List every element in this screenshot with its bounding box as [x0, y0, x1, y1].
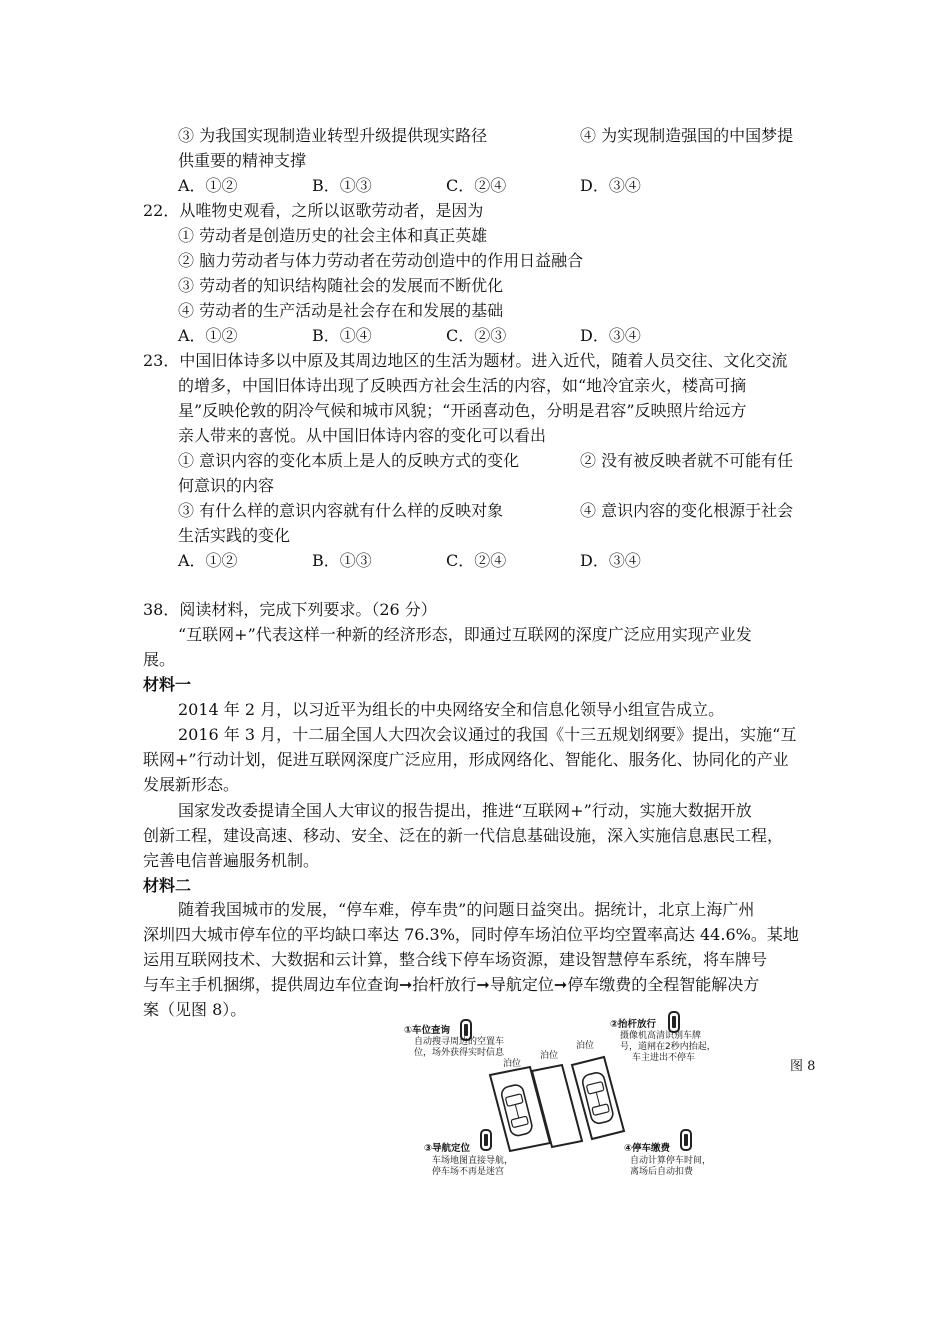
material-1-para-2-line-1: 2016 年 3 月，十二届全国人大四次会议通过的我国《十三五规划纲要》提出，实施“互 — [178, 725, 797, 744]
q21-option-4-continued: 供重要的精神支撑 — [178, 151, 307, 170]
step-3-desc-line-2: 停车场不再是迷宫 — [432, 1167, 505, 1177]
material-2-line-5: 案（见图 8）。 — [143, 1000, 247, 1019]
step-4-desc-line-2: 离场后自动扣费 — [630, 1167, 694, 1177]
q22-stem: 22．从唯物史观看，之所以讴歌劳动者，是因为 — [143, 201, 484, 220]
q22-option-1: ① 劳动者是创造历史的社会主体和真正英雄 — [178, 226, 488, 245]
material-2-title: 材料二 — [143, 876, 192, 895]
step-1-title: ①车位查询 — [404, 1025, 451, 1036]
slot-label-1: 泊位 — [503, 1059, 522, 1069]
q23-choice-a: A．①② — [178, 551, 238, 570]
q23-choice-c: C．②④ — [446, 551, 507, 570]
material-2-line-2: 深圳四大城市停车位的平均缺口率达 76.3%，同时停车场泊位平均空置率高达 44.6%。某地 — [143, 925, 799, 944]
material-2-line-4: 与车主手机捆绑，提供周边车位查询➞抬杆放行➞导航定位➞停车缴费的全程智能解决方 — [143, 975, 760, 994]
q23-option-4: ④ 意识内容的变化根源于社会 — [580, 501, 794, 520]
q21-choice-b: B．①③ — [312, 176, 372, 195]
step-2-title: ②抬杆放行 — [610, 1019, 657, 1030]
q21-choice-d: D．③④ — [580, 176, 641, 195]
q22-choice-a: A．①② — [178, 326, 238, 345]
step-4-title: ④停车缴费 — [624, 1143, 671, 1154]
q23-stem-line-2: 的增多，中国旧体诗出现了反映西方社会生活的内容，如“地冷宜亲火，楼高可摘 — [178, 376, 747, 395]
q23-stem-line-1: 23．中国旧体诗多以中原及其周边地区的生活为题材。进入近代，随着人员交往、文化交流 — [143, 351, 788, 370]
step-2-desc-line-1: 摄像机高清识别车牌 — [620, 1031, 702, 1041]
step-2-desc-line-3: 车主进出不停车 — [632, 1053, 696, 1063]
q21-option-4: ④ 为实现制造强国的中国梦提 — [580, 126, 794, 145]
q23-stem-line-3: 星”反映伦敦的阴冷气候和城市风貌；“开函喜动色，分明是君容”反映照片给远方 — [178, 401, 747, 420]
q23-option-3: ③ 有什么样的意识内容就有什么样的反映对象 — [178, 501, 504, 520]
phone-icon-3 — [480, 1129, 492, 1151]
q23-option-2-continued: 何意识的内容 — [178, 476, 275, 495]
slot-label-3: 泊位 — [576, 1041, 595, 1051]
material-2-line-3: 运用互联网技术、大数据和云计算，整合线下停车场资源，建设智慧停车系统，将车牌号 — [143, 950, 768, 969]
q38-intro-line-2: 展。 — [143, 650, 176, 669]
q21-choice-c: C．②④ — [446, 176, 507, 195]
step-4-desc-line-1: 自动计算停车时间， — [630, 1156, 712, 1166]
step-1-desc-line-1: 自动搜寻周边的空置车 — [414, 1037, 505, 1047]
step-2-desc-line-2: 号，道闸在2秒内抬起， — [620, 1042, 716, 1052]
q38-stem: 38．阅读材料，完成下列要求。（26 分） — [143, 600, 437, 619]
q38-intro-line-1: “互联网+”代表这样一种新的经济形态，即通过互联网的深度广泛应用实现产业发 — [178, 625, 752, 644]
q21-option-3: ③ 为我国实现制造业转型升级提供现实路径 — [178, 126, 488, 145]
q23-option-2: ② 没有被反映者就不可能有任 — [580, 451, 794, 470]
figure-8-smart-parking — [390, 1015, 830, 1185]
step-1-desc-line-2: 位，场外获得实时信息 — [414, 1048, 505, 1058]
q23-stem-line-4: 亲人带来的喜悦。从中国旧体诗内容的变化可以看出 — [178, 426, 547, 445]
material-1-para-3-line-1: 国家发改委提请全国人大审议的报告提出，推进“互联网+”行动，实施大数据开放 — [178, 801, 752, 820]
material-1-para-2-line-3: 发展新形态。 — [143, 775, 240, 794]
material-1-para-1: 2014 年 2 月，以习近平为组长的中央网络安全和信息化领导小组宣告成立。 — [178, 700, 725, 719]
material-2-line-1: 随着我国城市的发展，“停车难，停车贵”的问题日益突出。据统计，北京上海广州 — [178, 900, 755, 919]
q23-choice-d: D．③④ — [580, 551, 641, 570]
q22-choice-c: C．②③ — [446, 326, 507, 345]
q21-choice-a: A．①② — [178, 176, 238, 195]
material-1-para-3-line-2: 创新工程，建设高速、移动、安全、泛在的新一代信息基础设施，深入实施信息惠民工程， — [143, 826, 784, 845]
q23-choice-b: B．①③ — [312, 551, 372, 570]
q23-option-1: ① 意识内容的变化本质上是人的反映方式的变化 — [178, 451, 520, 470]
q22-option-2: ② 脑力劳动者与体力劳动者在劳动创造中的作用日益融合 — [178, 251, 584, 270]
q22-option-3: ③ 劳动者的知识结构随社会的发展而不断优化 — [178, 276, 504, 295]
q22-choice-b: B．①④ — [312, 326, 372, 345]
phone-icon-4 — [680, 1129, 692, 1151]
material-1-title: 材料一 — [143, 675, 192, 694]
q22-choice-d: D．③④ — [580, 326, 641, 345]
material-1-para-2-line-2: 联网+”行动计划，促进互联网深度广泛应用，形成网络化、智能化、服务化、协同化的产业 — [143, 750, 789, 769]
slot-label-2: 泊位 — [540, 1051, 559, 1061]
phone-icon-2 — [668, 1011, 680, 1033]
step-3-desc-line-1: 车场地图直接导航， — [432, 1156, 514, 1166]
q22-option-4: ④ 劳动者的生产活动是社会存在和发展的基础 — [178, 301, 504, 320]
step-3-title: ③导航定位 — [424, 1143, 471, 1154]
q23-option-4-continued: 生活实践的变化 — [178, 526, 291, 545]
figure-caption: 图 8 — [790, 1059, 816, 1074]
material-1-para-3-line-3: 完善电信普遍服务机制。 — [143, 851, 320, 870]
